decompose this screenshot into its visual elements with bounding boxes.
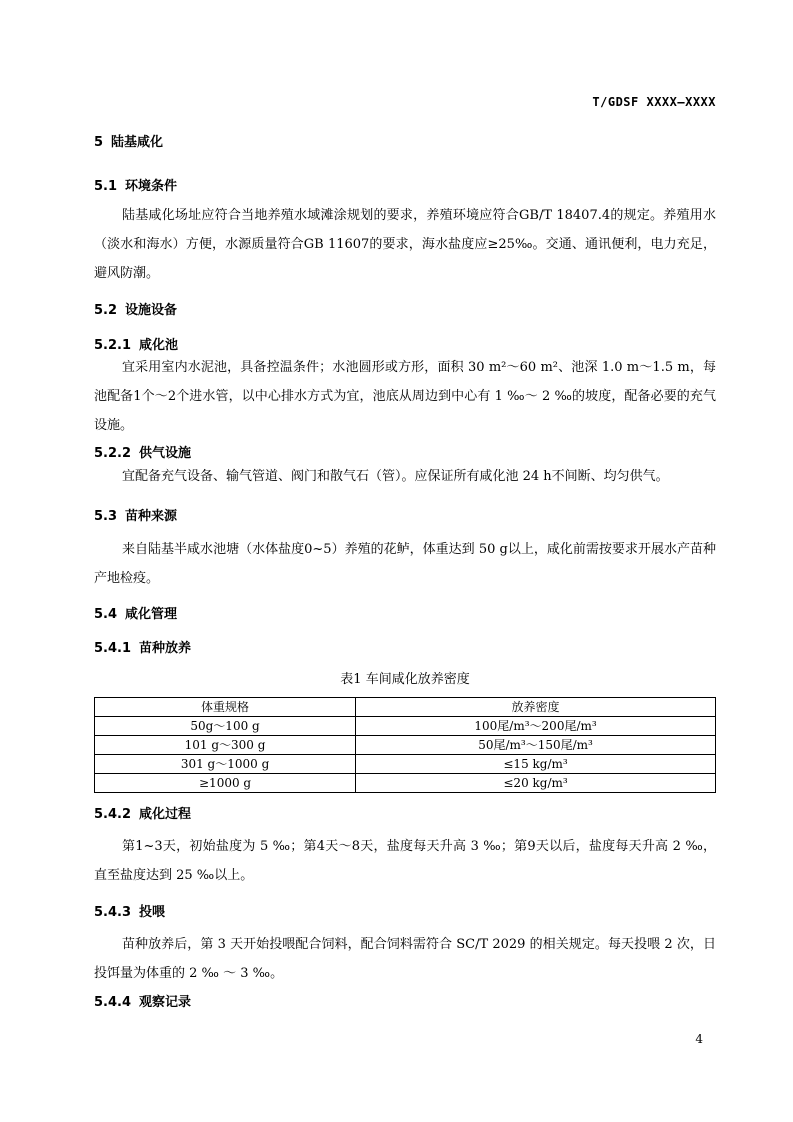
table-cell: ≤20 kg/m³ bbox=[356, 774, 716, 793]
section-number: 5.2.1 bbox=[94, 338, 132, 353]
paragraph-5-4-3: 苗种放养后，第 3 天开始投喂配合饲料，配合饲料需符合 SC/T 2029 的相关规定。每天投喂 2 次，日投饵量为体重的 2 ‰ ～ 3 ‰。 bbox=[94, 937, 716, 981]
section-heading-5-4-2 bbox=[94, 803, 191, 822]
section-heading-5-3 bbox=[94, 505, 177, 524]
section-title: 供气设施 bbox=[139, 446, 192, 461]
section-heading-5 bbox=[94, 131, 163, 150]
table-cell: 100尾/m³～200尾/m³ bbox=[356, 717, 716, 736]
section-number: 5.4.4 bbox=[94, 995, 132, 1010]
page-number: 4 bbox=[695, 1032, 703, 1046]
column-header: 体重规格 bbox=[95, 698, 356, 717]
section-title: 投喂 bbox=[139, 905, 166, 920]
paragraph-5-3: 来自陆基半咸水池塘（水体盐度0~5）养殖的花鲈，体重达到 50 g以上，咸化前需按要求开展水产苗种产地检疫。 bbox=[94, 542, 716, 586]
section-heading-5-2-1 bbox=[94, 334, 178, 353]
column-header: 放养密度 bbox=[356, 698, 716, 717]
table-cell: 301 g～1000 g bbox=[95, 755, 356, 774]
table-cell: 101 g～300 g bbox=[95, 736, 356, 755]
section-title: 苗种来源 bbox=[125, 509, 178, 524]
table-row bbox=[95, 755, 716, 774]
section-heading-5-4 bbox=[94, 603, 177, 622]
section-number: 5.4 bbox=[94, 607, 118, 622]
section-heading-5-4-3 bbox=[94, 901, 165, 920]
paragraph-5-4-2: 第1~3天，初始盐度为 5 ‰；第4天～8天，盐度每天升高 3 ‰；第9天以后，盐度每天升高 2 ‰，直至盐度达到 25 ‰以上。 bbox=[94, 839, 716, 883]
section-number: 5 bbox=[94, 135, 104, 150]
section-heading-5-2-2 bbox=[94, 442, 191, 461]
section-title: 观察记录 bbox=[139, 995, 192, 1010]
table-cell: 50g～100 g bbox=[95, 717, 356, 736]
section-number: 5.2.2 bbox=[94, 446, 132, 461]
stocking-density-table bbox=[94, 697, 716, 793]
section-heading-5-4-4 bbox=[94, 991, 191, 1010]
table-cell: ≤15 kg/m³ bbox=[356, 755, 716, 774]
paragraph-5-2-1: 宜采用室内水泥池，具备控温条件；水池圆形或方形，面积 30 m²～60 m²、池深 1.0 m～1.5 m，每池配备1个～2个进水管，以中心排水方式为宜，池底从周边到中心有 1 ‰～ 2 ‰的坡度，配备必要的充气设施。 bbox=[94, 360, 716, 433]
section-title: 设施设备 bbox=[125, 303, 178, 318]
section-number: 5.2 bbox=[94, 303, 118, 318]
section-heading-5-2 bbox=[94, 299, 177, 318]
table-row bbox=[95, 717, 716, 736]
section-number: 5.4.2 bbox=[94, 807, 132, 822]
section-title: 陆基咸化 bbox=[111, 135, 164, 150]
table-row bbox=[95, 736, 716, 755]
section-heading-5-1 bbox=[94, 175, 177, 194]
table-cell: ≥1000 g bbox=[95, 774, 356, 793]
section-title: 咸化池 bbox=[139, 338, 179, 353]
section-title: 苗种放养 bbox=[139, 641, 192, 656]
table-row bbox=[95, 774, 716, 793]
section-number: 5.4.1 bbox=[94, 641, 132, 656]
paragraph-5-1: 陆基咸化场址应符合当地养殖水域滩涂规划的要求，养殖环境应符合GB/T 18407.4的规定。养殖用水（淡水和海水）方便，水源质量符合GB 11607的要求，海水盐度应≥25‰。交通、通讯便利，电力充足，避风防潮。 bbox=[94, 208, 716, 281]
table-header-row bbox=[95, 698, 716, 717]
section-title: 环境条件 bbox=[125, 179, 178, 194]
section-number: 5.3 bbox=[94, 509, 118, 524]
section-number: 5.1 bbox=[94, 179, 118, 194]
section-title: 咸化过程 bbox=[139, 807, 192, 822]
paragraph-5-2-2: 宜配备充气设备、输气管道、阀门和散气石（管）。应保证所有咸化池 24 h不间断、均匀供气。 bbox=[122, 469, 669, 484]
section-title: 咸化管理 bbox=[125, 607, 178, 622]
table-caption: 表1 车间咸化放养密度 bbox=[340, 672, 470, 687]
section-number: 5.4.3 bbox=[94, 905, 132, 920]
document-code: T/GDSF XXXX—XXXX bbox=[592, 95, 716, 109]
section-heading-5-4-1 bbox=[94, 637, 191, 656]
table-cell: 50尾/m³～150尾/m³ bbox=[356, 736, 716, 755]
